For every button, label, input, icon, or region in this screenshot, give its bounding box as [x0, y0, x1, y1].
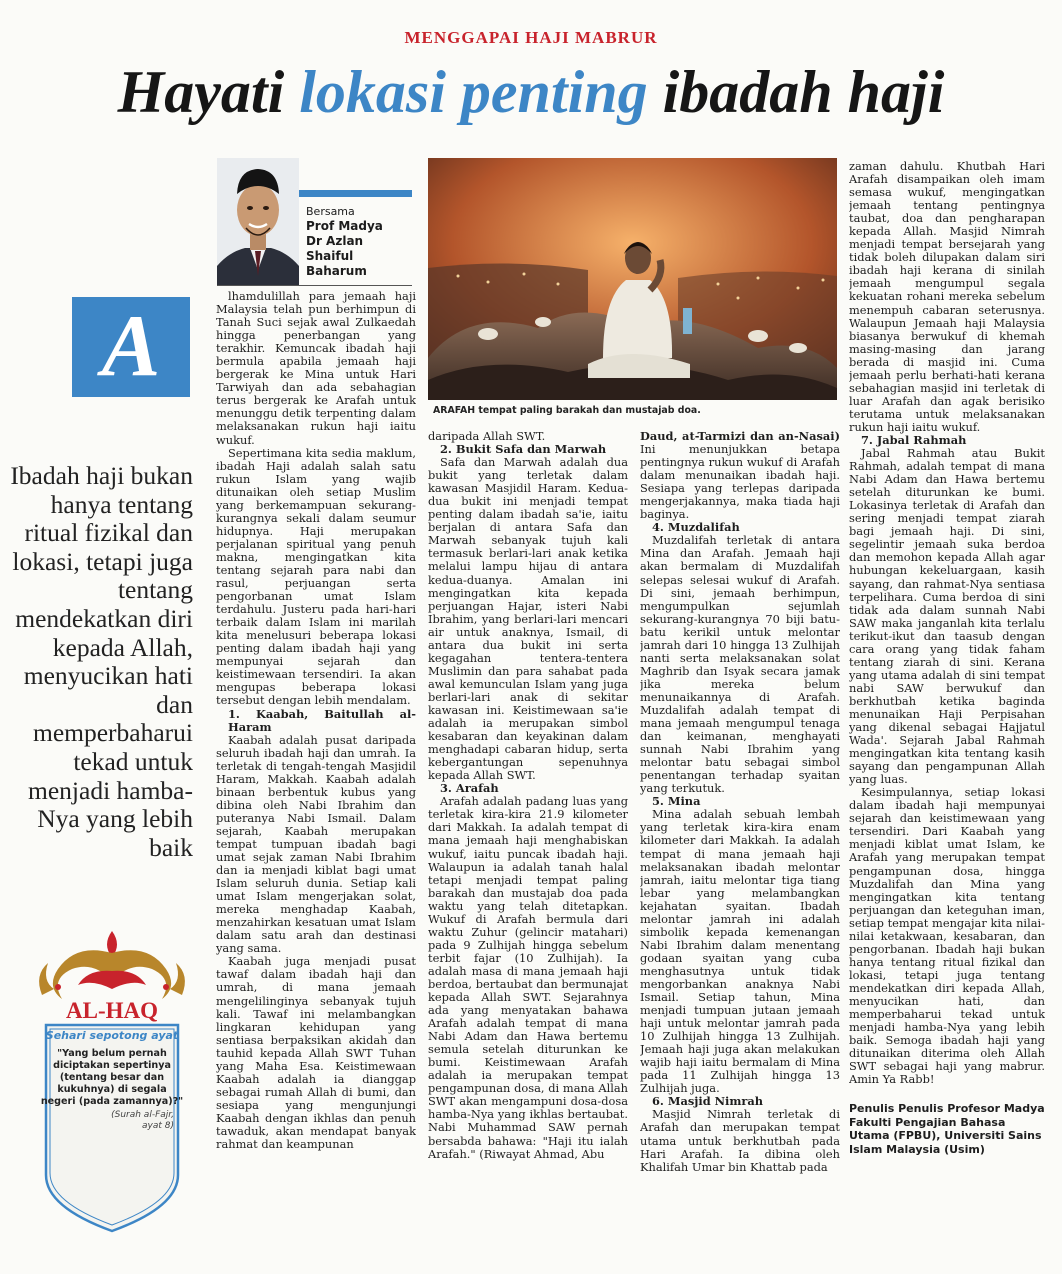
author-name-line-1: Prof Madya	[306, 219, 383, 233]
article-paragraph: Safa dan Marwah adalah dua bukit yang terletak dalam kawasan Masjidil Haram. Kedua-dua bukit ini menjadi tempat penting dalam ibadah sa'ie, iaitu berjalan di antara Safa dan Marwah sebanyak tujuh kali termasuk berlari-lari anak ketika melalui lampu hijau di antara kedua-duanya. Amalan ini mengingatkan kita kepada perjuangan Hajar, isteri Nabi Ibrahim, yang berlari-lari mencari air untuk anaknya, Ismail, di antara dua bukit ini serta kegagahan tentera-tentera Muslimin dan para sahabat pada awal kemunculan Islam yang juga berlari-lari anak di sekitar kawasan ini. Keistimewaan sa'ie adalah ia merupakan simbol kesabaran dan keyakinan dalam menghadapi cabaran hidup, serta kebergantungan sepenuhnya kepada Allah SWT.	[428, 455, 628, 783]
article-paragraph: Kaabah juga menjadi pusat tawaf dalam ibadah haji dan umrah, di mana jemaah mengelilinginya sebanyak tujuh kali. Tawaf ini melambangkan lingkaran kehidupan yang sentiasa berpaksikan akidah dan tauhid kepada Allah SWT Tuhan yang Maha Esa. Keistimewaan Kaabah adalah ia dianggap sebagai rumah Allah di bumi, dan sesiapa yang mengunjungi Kaabah dengan ikhlas dan penuh tawaduk, akan mendapat banyak rahmat dan keampunan	[216, 954, 416, 1152]
pull-quote: Ibadah haji bukan hanya tentang ritual fizikal dan lokasi, tetapi juga tentang mendekatkan diri kepada Allah, menyucikan hati dan memperbaharui tekad untuk menjadi hamba-Nya yang lebih baik	[10, 461, 193, 862]
article-paragraph	[640, 430, 840, 521]
alhaq-verse-box	[28, 925, 196, 1245]
arafah-photo	[428, 158, 837, 400]
article-paragraph: Sepertimana kita sedia maklum, ibadah Haji adalah salah satu rukun Islam yang wajib ditunaikan oleh setiap Muslim yang berkemampuan sekurang-kurangnya sekali dalam seumur hidupnya. Haji merupakan perjalanan spiritual yang penuh makna, mengingatkan kita tentang sejarah para nabi dan rasul, perjuangan serta pengorbanan umat Islam terdahulu. Justeru pada hari-hari terbaik dalam Islam ini marilah kita menelusuri beberapa lokasi penting dalam ibadah haji yang mempunyai sejarah dan keistimewaan tersendiri. Ia akan mengupas beberapa lokasi tersebut dengan lebih mendalam.	[216, 445, 416, 708]
article-paragraph: Muzdalifah terletak di antara Mina dan Arafah. Jemaah haji akan bermalam di Muzdalifah selepas selesai wukuf di Arafah. Di sini, jemaah berhimpun, mengumpulkan sejumlah sekurang-kurangnya 70 biji batu-batu kerikil untuk melontar jamrah dari 10 hingga 13 Zulhijah nanti serta melaksanakan solat Maghrib dan Isyak secara jamak jika mereka belum menunaikannya di Arafah. Muzdalifah adalah tempat di mana jemaah mengumpul tenaga dan keimanan, menghayati sunnah Nabi Ibrahim yang melontar batu sebagai simbol penentangan terhadap syaitan yang terkutuk.	[640, 533, 840, 796]
alhaq-citation-line-2: ayat 8)	[142, 1121, 174, 1131]
author-name-line-3: Baharum	[306, 264, 367, 278]
drop-cap-letter: A	[101, 298, 161, 395]
section-heading: 5. Mina	[652, 794, 701, 809]
article-paragraph: Masjid Nimrah terletak di Arafah dan merupakan tempat utama untuk berkhutbah pada Hari Arafah. Ia dibina oleh Khalifah Umar bin Khattab pada	[640, 1107, 840, 1174]
article-column-3	[640, 430, 840, 1260]
section-heading: 7. Jabal Rahmah	[861, 432, 967, 447]
section-heading: 4. Muzdalifah	[652, 520, 740, 535]
author-accent-bar	[299, 190, 412, 197]
headline-part-1: Hayati	[117, 59, 300, 125]
author-divider	[217, 285, 412, 286]
section-heading: 1. Kaabah, Baitullah al-Haram	[228, 706, 416, 734]
section-heading: 3. Arafah	[440, 781, 499, 796]
paragraph-text: Ini menunjukkan betapa pentingnya rukun wukuf di Arafah dalam menunaikan ibadah haji. Sesiapa yang terlepas daripada mengerjakannya, maka tiada haji baginya.	[640, 442, 840, 522]
article-paragraph: Jabal Rahmah atau Bukit Rahmah, adalah tempat di mana Nabi Adam dan Hawa bertemu setelah diturunkan ke bumi. Lokasinya terletak di Arafah dan sering menjadi tempat ziarah bagi jemaah haji. Di sini, segelintir jemaah suka berdoa dan memohon kepada Allah agar hubungan kekeluargaan, kasih sayang, dan rahmat-Nya sentiasa terpelihara. Cuma berdoa di sini tidak ada dalam sunnah Nabi SAW maka janganlah kita terlalu terikut-ikut dan taasub dengan cara orang yang tidak faham tentang ziarah di sini. Kerana yang utama adalah di sini tempat nabi SAW berwukuf dan berkhutbah ketika baginda menunaikan Haji Perpisahan yang dikenal sebagai Hajjatul Wada'. Sejarah Jabal Rahmah mengingatkan kita tentang kasih sayang dan pengampunan Allah yang luas.	[849, 446, 1045, 787]
author-by: Bersama	[306, 205, 355, 218]
article-column-4	[849, 160, 1045, 1260]
alhaq-subtitle: Sehari sepotong ayat	[45, 1029, 179, 1042]
section-heading: 6. Masjid Nimrah	[652, 1094, 764, 1109]
article-column-1	[216, 290, 416, 1260]
author-photo	[217, 158, 299, 285]
author-name-line-2: Dr Azlan Shaiful	[306, 234, 364, 263]
section-kicker: MENGGAPAI HAJI MABRUR	[404, 28, 658, 47]
article-paragraph: Arafah adalah padang luas yang terletak kira-kira 21.9 kilometer dari Makkah. Ia adalah tempat di mana jemaah haji menghabiskan wukuf, iaitu puncak ibadah haji. Walaupun ia adalah tanah halal tetapi menjadi tempat paling barakah dan mustajab doa pada waktu yang telah ditetapkan. Wukuf di Arafah bermula dari waktu Zuhur (gelincir matahari) pada 9 Zulhijah hingga sebelum terbit fajar (10 Zulhijah). Ia adalah masa di mana jemaah haji berdoa, bertaubat dan bermunajat kepada Allah SWT. Sejarahnya ada yang menyatakan bahawa Arafah adalah tempat di mana Nabi Adam dan Hawa bertemu semula setelah diturunkan ke bumi. Keistimewaan Arafah adalah ia merupakan tempat pengampunan dosa, di mana Allah SWT akan mengampuni dosa-dosa hamba-Nya yang ikhlas bertaubat. Nabi Muhammad SAW pernah bersabda bahawa: "Haji itu ialah Arafah." (Riwayat Ahmad, Abu	[428, 794, 628, 1161]
photo-caption: ARAFAH tempat paling barakah dan mustajab doa.	[433, 405, 701, 416]
alhaq-citation-line-1: (Surah al-Fajr,	[111, 1110, 174, 1120]
author-credit: Penulis Penulis Profesor Madya Fakulti Pengajian Bahasa Utama (FPBU), Universiti Sains Islam Malaysia (Usim)	[849, 1102, 1045, 1156]
section-heading: 2. Bukit Safa dan Marwah	[440, 442, 607, 457]
headline	[0, 52, 1062, 132]
article-paragraph: Kaabah adalah pusat daripada seluruh ibadah haji dan umrah. Ia terletak di tengah-tengah Masjidil Haram, Makkah. Kaabah adalah binaan berbentuk kubus yang dibina oleh Nabi Ibrahim dan puteranya Nabi Ismail. Dalam sejarah, Kaabah merupakan tempat tumpuan ibadah bagi umat sejak zaman Nabi Ibrahim dan ia menjadi kiblat bagi umat Islam seluruh dunia. Setiap kali umat Islam mengerjakan solat, mereka menghadap Kaabah, menzahirkan kesatuan umat Islam dalam satu arah dan destinasi yang sama.	[216, 732, 416, 956]
alhaq-title: AL-HAQ	[66, 998, 158, 1023]
author-byline	[306, 204, 412, 279]
article-paragraph: lhamdulillah para jemaah haji Malaysia telah pun berhimpun di Tanah Suci sejak awal Zulkaedah hingga penerbangan yang terakhir. Kemuncak ibadah haji bermula apabila jemaah haji bergerak ke Mina untuk Hari Tarwiyah dan ada sebahagian terus bergerak ke Arafah untuk menunggu detik terpenting dalam melaksanakan rukun haji iaitu wukuf.	[216, 290, 416, 447]
alhaq-verse-quote: "Yang belum pernah diciptakan sepertinya (tentang besar dan kukuhnya) di segala negeri (pada zamannya)?"	[40, 1048, 184, 1107]
alhaq-citation	[40, 1110, 184, 1132]
inline-bold-text: Daud, at-Tarmizi dan an-Nasai)	[640, 430, 840, 443]
headline-part-3: ibadah haji	[647, 59, 945, 125]
author-box	[217, 158, 412, 286]
article-column-2	[428, 430, 628, 1260]
article-paragraph: Mina adalah sebuah lembah yang terletak kira-kira enam kilometer dari Makkah. Ia adalah tempat di mana jemaah haji melaksanakan ibadah melontar jamrah, iaitu melontar tiga tiang lebar yang melambangkan kejahatan syaitan. Ibadah melontar jamrah ini adalah simbolik kepada kemenangan Nabi Ibrahim dalam menentang godaan syaitan yang cuba menghasutnya untuk tidak mengorbankan anaknya Nabi Ismail. Setiap tahun, Mina menjadi tumpuan jutaan jemaah haji untuk melontar jamrah pada 10 Zulhijah hingga 13 Zulhijah. Jemaah haji juga akan melakukan wajib haji iaitu bermalam di Mina pada 11 Zulhijah hingga 13 Zulhijah juga.	[640, 807, 840, 1096]
article-paragraph: daripada Allah SWT.	[428, 430, 546, 443]
article-paragraph: Kesimpulannya, setiap lokasi dalam ibadah haji mempunyai sejarah dan keistimewaan yang tersendiri. Dari Kaabah yang menjadi kiblat umat Islam, ke Arafah yang merupakan tempat pengampunan dosa, hingga Muzdalifah dan Mina yang mengingatkan kita tentang perjuangan dan keteguhan iman, setiap tempat mengajar kita nilai-nilai ketakwaan, kesabaran, dan pengorbanan. Ibadah haji bukan hanya tentang ritual fizikal dan lokasi, tetapi juga tentang mendekatkan diri kepada Allah, menyucikan hati, dan memperbaharui tekad untuk menjadi hamba-Nya yang lebih baik. Semoga ibadah haji yang ditunaikan diterima oleh Allah SWT sebagai haji yang mabrur. Amin Ya Rabb!	[849, 785, 1045, 1087]
article-paragraph: zaman dahulu. Khutbah Hari Arafah disampaikan oleh imam semasa wukuf, mengingatkan jemaah tentang pentingnya taubat, doa dan pengharapan kepada Allah. Masjid Nimrah menjadi tempat bersejarah yang tidak boleh dilupakan dalam siri ibadah haji kerana di sinilah jemaah mengumpul segala kekuatan rohani mereka sebelum menempuh cabaran seterusnya. Walaupun Jemaah haji Malaysia biasanya berwukuf di khemah masing-masing dan jarang berada di masjid ini. Cuma jemaah perlu berhati-hati kerana sebahagian masjid ini terletak di luar Arafah dan agak berisiko terutama untuk melaksanakan rukun haji iaitu wukuf.	[849, 160, 1045, 434]
drop-cap	[72, 297, 190, 397]
headline-part-2: lokasi penting	[299, 59, 648, 125]
